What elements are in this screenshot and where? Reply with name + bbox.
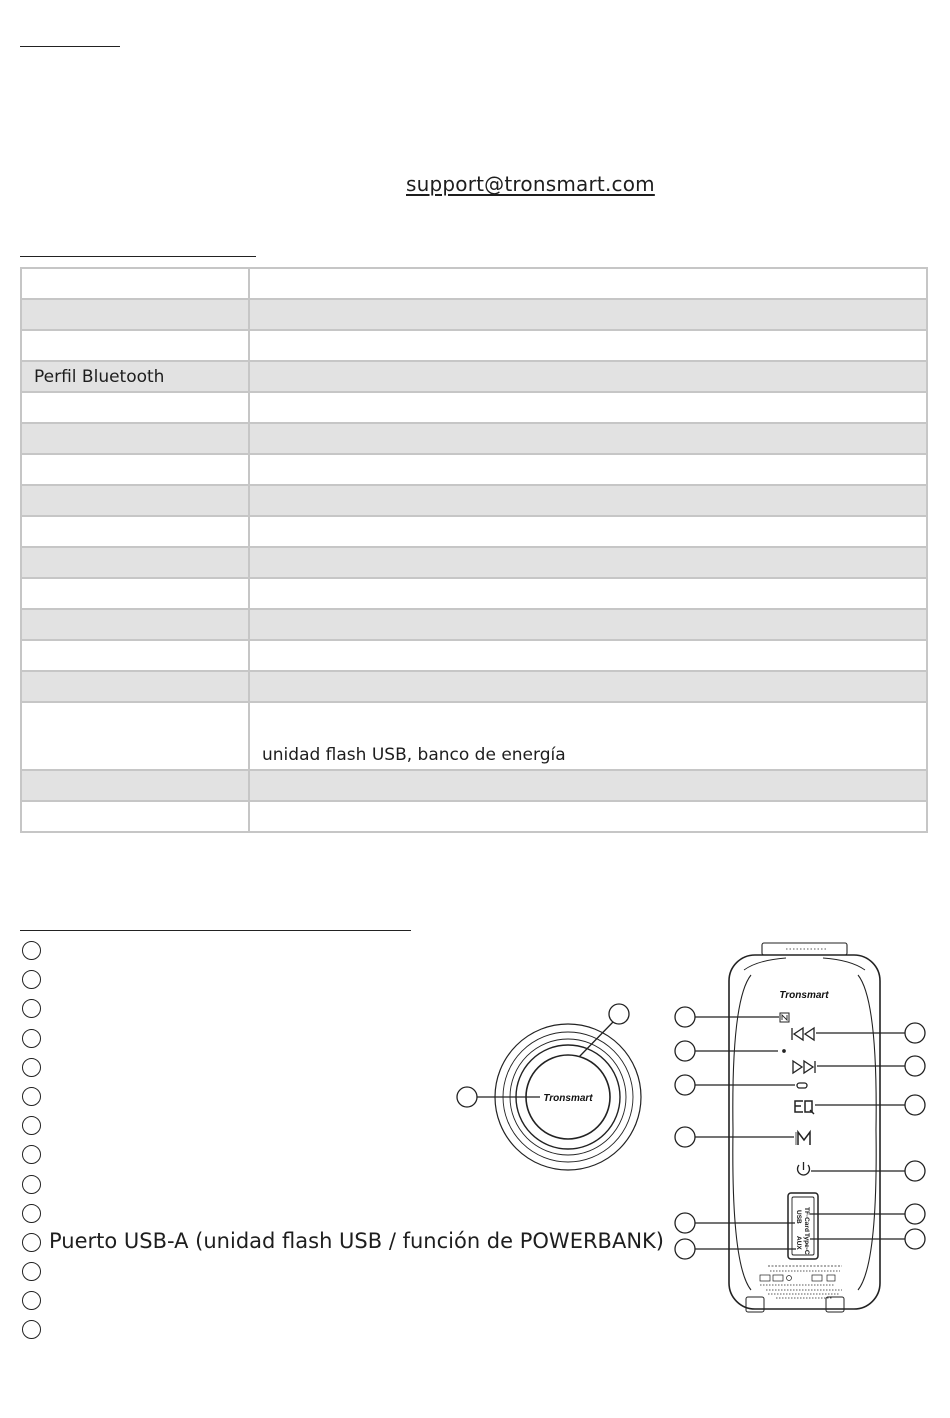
certification-marks — [760, 1266, 842, 1298]
microphone-icon — [783, 1050, 785, 1052]
callouts-right — [810, 1023, 925, 1249]
next-icon — [793, 1061, 815, 1073]
spec-value: unidad flash USB, banco de energía — [249, 702, 927, 770]
speaker-side-view — [729, 943, 880, 1312]
port-label-aux: AUX — [795, 1236, 802, 1250]
mode-icon — [796, 1132, 810, 1145]
nfc-icon — [780, 1013, 789, 1022]
spec-label: Perfil Bluetooth — [21, 361, 249, 392]
power-icon — [798, 1162, 810, 1175]
eq-icon — [795, 1101, 814, 1114]
brand-logo-side: Tronsmart — [779, 990, 829, 1001]
brand-logo-top: Tronsmart — [543, 1093, 593, 1104]
port-label-tf-card: TF·Card — [803, 1207, 810, 1232]
speaker-top-view — [457, 1004, 641, 1170]
previous-icon — [792, 1028, 814, 1040]
port-label-typec: Type-C — [803, 1233, 810, 1255]
support-email-link[interactable]: support@tronsmart.com — [406, 172, 655, 196]
led-indicator-icon — [797, 1083, 807, 1088]
port-label-usb: USB — [795, 1210, 802, 1224]
